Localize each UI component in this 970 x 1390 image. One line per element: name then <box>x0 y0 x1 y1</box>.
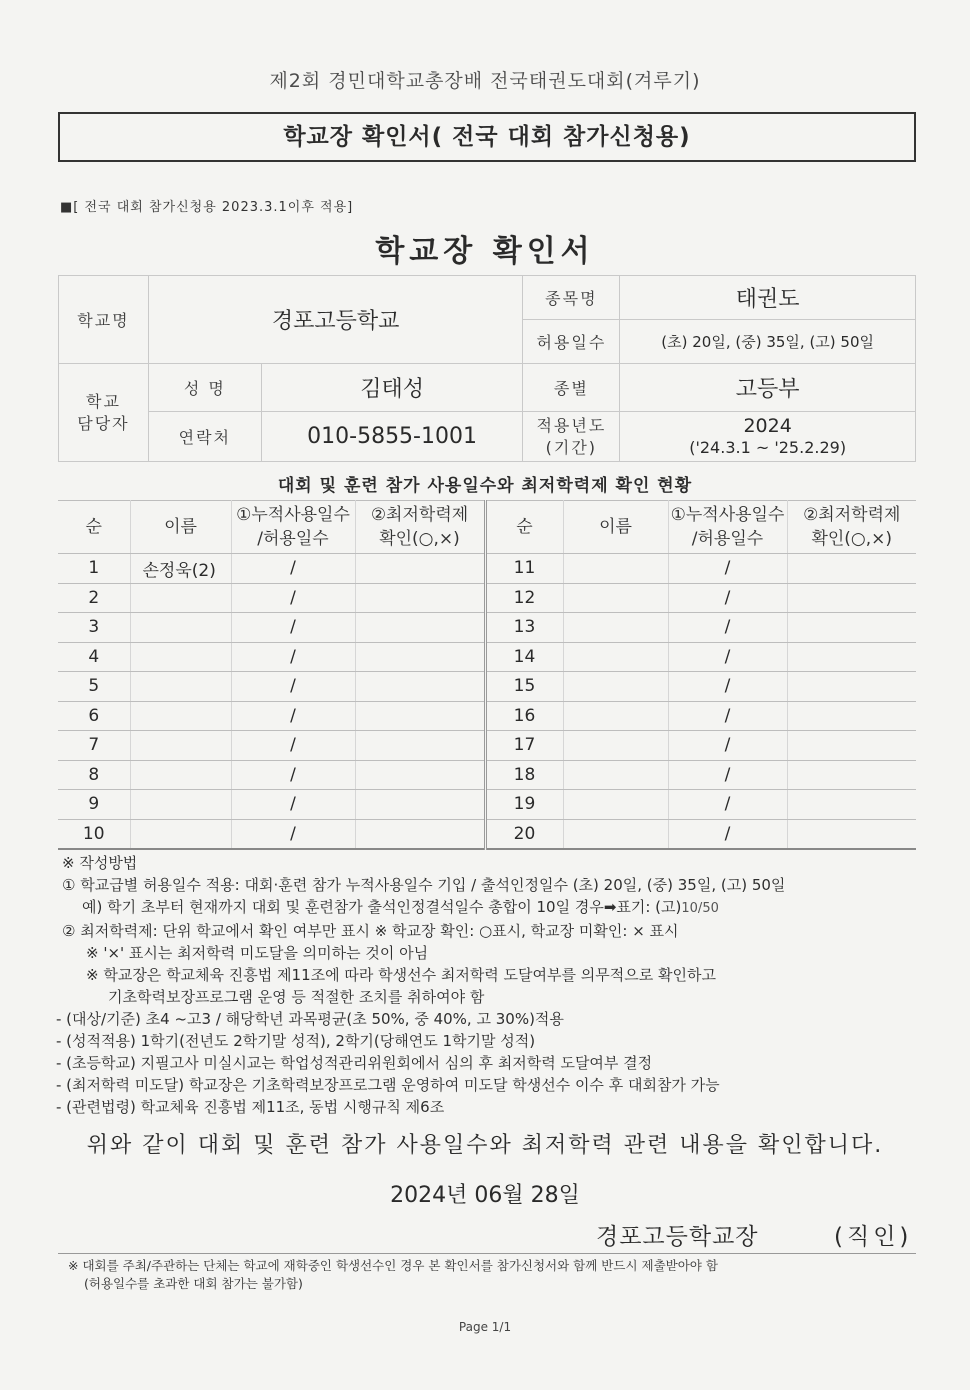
row-name-right <box>563 583 668 613</box>
confirmation-statement: 위와 같이 대회 및 훈련 참가 사용일수와 최저학력 관련 내용을 확인합니다. <box>86 1133 884 1158</box>
row-days-right: / <box>668 701 787 731</box>
year-label-line2: (기간) <box>545 437 598 457</box>
header-name-right: 이름 <box>563 501 668 554</box>
row-name-right <box>563 731 668 761</box>
detail-3: - (초등학교) 지필고사 미실시교는 학업성적관리위원회에서 심의 후 최저학력 도달여부 결정 <box>56 1054 653 1072</box>
row-no-right: 18 <box>485 760 563 790</box>
row-days-left: / <box>231 583 355 613</box>
footnote-line2: (허용일수를 초과한 대회 참가는 불가함) <box>84 1276 303 1291</box>
row-days-right: / <box>668 819 787 849</box>
header-days-left <box>231 501 355 554</box>
period-value: ('24.3.1 ~ '25.2.29) <box>689 437 847 457</box>
row-days-left: / <box>231 731 355 761</box>
row-no-left: 2 <box>58 583 130 613</box>
note-2: ② 최저학력제: 단위 학교에서 확인 여부만 표시 ※ 학교장 확인: ○표시, 학교장 미확인: × 표시 <box>62 922 679 940</box>
row-min-right <box>787 760 916 790</box>
status-section-title: 대회 및 훈련 참가 사용일수와 최저학력제 확인 현황 <box>277 476 693 496</box>
row-days-left: / <box>231 672 355 702</box>
row-min-right <box>787 790 916 820</box>
row-name-right <box>563 672 668 702</box>
row-min-right <box>787 583 916 613</box>
category-value: 고등부 <box>620 364 916 412</box>
row-no-right: 19 <box>485 790 563 820</box>
row-min-left <box>355 760 485 790</box>
row-no-right: 13 <box>485 613 563 643</box>
note-1: ① 학교급별 허용일수 적용: 대회·훈련 참가 누적사용일수 기입 / 출석인정일수 (초) 20일, (중) 35일, (고) 50일 <box>62 876 786 894</box>
row-min-left <box>355 672 485 702</box>
row-name-left <box>130 819 231 849</box>
note-2b: ※ 학교장은 학교체육 진흥법 제11조에 따라 학생선수 최저학력 도달여부를 의무적으로 확인하고 <box>86 966 716 984</box>
row-no-right: 17 <box>485 731 563 761</box>
year-label <box>523 412 620 462</box>
row-min-left <box>355 701 485 731</box>
competition-header: 제2회 경민대학교총장배 전국태권도대회(겨루기) <box>269 70 701 92</box>
table-row <box>58 672 916 702</box>
header-days-right-line1: ①누적사용일수 <box>670 505 785 525</box>
sport-value: 태권도 <box>620 276 916 320</box>
row-name-left <box>130 731 231 761</box>
official-seal: (직인) <box>834 1224 913 1250</box>
note-2a: ※ '×' 표시는 최저학력 미도달을 의미하는 것이 아님 <box>86 944 429 962</box>
row-name-left <box>130 613 231 643</box>
detail-5: - (관련법령) 학교체육 진흥법 제11조, 동법 시행규칙 제6조 <box>56 1098 445 1116</box>
header-min-right <box>787 501 916 554</box>
row-min-right <box>787 731 916 761</box>
school-value: 경포고등학교 <box>148 276 523 364</box>
row-days-left: / <box>231 790 355 820</box>
footnote-line1: ※ 대회를 주최/주관하는 단체는 학교에 재학중인 학생선수인 경우 본 확인서를 참가신청서와 함께 반드시 제출받아야 함 <box>68 1258 718 1273</box>
contact-value: 010-5855-1001 <box>261 412 523 462</box>
row-name-left: 손정욱(2) <box>130 554 231 584</box>
info-table <box>58 275 916 462</box>
table-row <box>58 613 916 643</box>
row-name-right <box>563 642 668 672</box>
row-name-right <box>563 819 668 849</box>
year-label-line1: 적용년도 <box>536 415 607 435</box>
row-days-right: / <box>668 760 787 790</box>
row-name-left <box>130 642 231 672</box>
year-value: 2024 <box>743 414 792 437</box>
row-no-right: 14 <box>485 642 563 672</box>
row-name-left <box>130 672 231 702</box>
row-min-right <box>787 701 916 731</box>
table-row <box>58 760 916 790</box>
allowed-days-label: 허용일수 <box>523 320 620 364</box>
row-days-left: / <box>231 642 355 672</box>
row-min-right <box>787 672 916 702</box>
row-min-right <box>787 613 916 643</box>
row-min-right <box>787 642 916 672</box>
row-min-left <box>355 583 485 613</box>
header-days-left-line1: ①누적사용일수 <box>236 505 350 525</box>
principal-signer: 경포고등학교장 <box>596 1224 759 1250</box>
footnote <box>68 1257 918 1293</box>
row-name-left <box>130 760 231 790</box>
header-min-left-line2: 확인(○,×) <box>379 529 460 549</box>
row-no-left: 9 <box>58 790 130 820</box>
row-min-left <box>355 642 485 672</box>
contact-label: 연락처 <box>148 412 261 462</box>
header-no-right: 순 <box>485 501 563 554</box>
header-min-left <box>355 501 485 554</box>
row-name-right <box>563 701 668 731</box>
row-min-left <box>355 731 485 761</box>
table-row <box>58 554 916 584</box>
detail-4: - (최저학력 미도달) 학교장은 기초학력보장프로그램 운영하여 미도달 학생선수 이수 후 대회참가 가능 <box>56 1076 720 1094</box>
row-days-left: / <box>231 701 355 731</box>
row-no-left: 8 <box>58 760 130 790</box>
note-1-example <box>62 896 942 920</box>
application-note: ■[ 전국 대회 참가신청용 2023.3.1이후 적용] <box>60 200 354 215</box>
row-min-left <box>355 554 485 584</box>
header-min-right-line1: ②최저학력제 <box>803 505 901 525</box>
divider <box>58 1253 916 1254</box>
issue-date: 2024년 06월 28일 <box>390 1183 580 1208</box>
row-days-right: / <box>668 790 787 820</box>
row-min-left <box>355 790 485 820</box>
header-days-right-line2: /허용일수 <box>691 529 764 549</box>
row-min-right <box>787 819 916 849</box>
row-min-right <box>787 554 916 584</box>
row-no-left: 5 <box>58 672 130 702</box>
page-number: Page 1/1 <box>458 1320 512 1334</box>
detail-2: - (성적적용) 1학기(전년도 2학기말 성적), 2학기(당해연도 1학기말 성적) <box>56 1032 536 1050</box>
header-no-left: 순 <box>58 501 130 554</box>
row-name-right <box>563 790 668 820</box>
row-days-right: / <box>668 642 787 672</box>
row-no-right: 12 <box>485 583 563 613</box>
header-min-right-line2: 확인(○,×) <box>811 529 893 549</box>
header-days-right <box>668 501 787 554</box>
table-row <box>58 642 916 672</box>
table-row <box>58 731 916 761</box>
row-no-left: 7 <box>58 731 130 761</box>
header-days-left-line2: /허용일수 <box>257 529 329 549</box>
manager-label: 학교 담당자 <box>59 364 149 462</box>
note-2c: 기초학력보장프로그램 운영 등 적절한 조치를 취하여야 함 <box>108 988 485 1006</box>
sport-label: 종목명 <box>523 276 620 320</box>
row-name-left <box>130 701 231 731</box>
row-days-left: / <box>231 819 355 849</box>
document-title: 학교장 확인서 <box>375 234 595 269</box>
allowed-days-value: (초) 20일, (중) 35일, (고) 50일 <box>620 320 916 364</box>
row-name-right <box>563 760 668 790</box>
row-days-right: / <box>668 672 787 702</box>
row-no-right: 11 <box>485 554 563 584</box>
row-no-right: 16 <box>485 701 563 731</box>
row-days-right: / <box>668 554 787 584</box>
row-days-right: / <box>668 731 787 761</box>
row-no-right: 20 <box>485 819 563 849</box>
row-name-right <box>563 554 668 584</box>
header-name-left: 이름 <box>130 501 231 554</box>
note-1-example-text: 예) 학기 초부터 현재까지 대회 및 훈련참가 출석인정결석일수 총합이 10일 경우➡표기: (고) <box>82 898 682 916</box>
row-no-left: 10 <box>58 819 130 849</box>
row-no-left: 6 <box>58 701 130 731</box>
row-days-left: / <box>231 554 355 584</box>
form-title-box: 학교장 확인서( 전국 대회 참가신청용) <box>58 112 916 162</box>
grid-header-row <box>58 501 916 554</box>
instructions <box>56 852 942 1118</box>
row-no-left: 3 <box>58 613 130 643</box>
row-name-left <box>130 790 231 820</box>
row-no-left: 1 <box>58 554 130 584</box>
row-days-right: / <box>668 613 787 643</box>
row-days-left: / <box>231 613 355 643</box>
detail-1: - (대상/기준) 초4 ~고3 / 해당학년 과목평균(초 50%, 중 40%, 고 30%)적용 <box>56 1010 564 1028</box>
row-min-left <box>355 819 485 849</box>
manager-name-value: 김태성 <box>261 364 523 412</box>
table-row <box>58 583 916 613</box>
table-row <box>58 701 916 731</box>
row-days-right: / <box>668 583 787 613</box>
year-cell <box>620 412 916 462</box>
notes-heading: ※ 작성방법 <box>62 854 138 872</box>
table-row <box>58 819 916 849</box>
school-label: 학교명 <box>59 276 149 364</box>
row-min-left <box>355 613 485 643</box>
row-name-right <box>563 613 668 643</box>
category-label: 종별 <box>523 364 620 412</box>
header-min-left-line1: ②최저학력제 <box>370 505 469 525</box>
athlete-grid <box>58 500 916 850</box>
table-row <box>58 790 916 820</box>
row-days-left: / <box>231 760 355 790</box>
row-name-left <box>130 583 231 613</box>
note-1-example-value: 10/50 <box>681 901 719 916</box>
row-no-right: 15 <box>485 672 563 702</box>
manager-name-label: 성 명 <box>148 364 261 412</box>
row-no-left: 4 <box>58 642 130 672</box>
